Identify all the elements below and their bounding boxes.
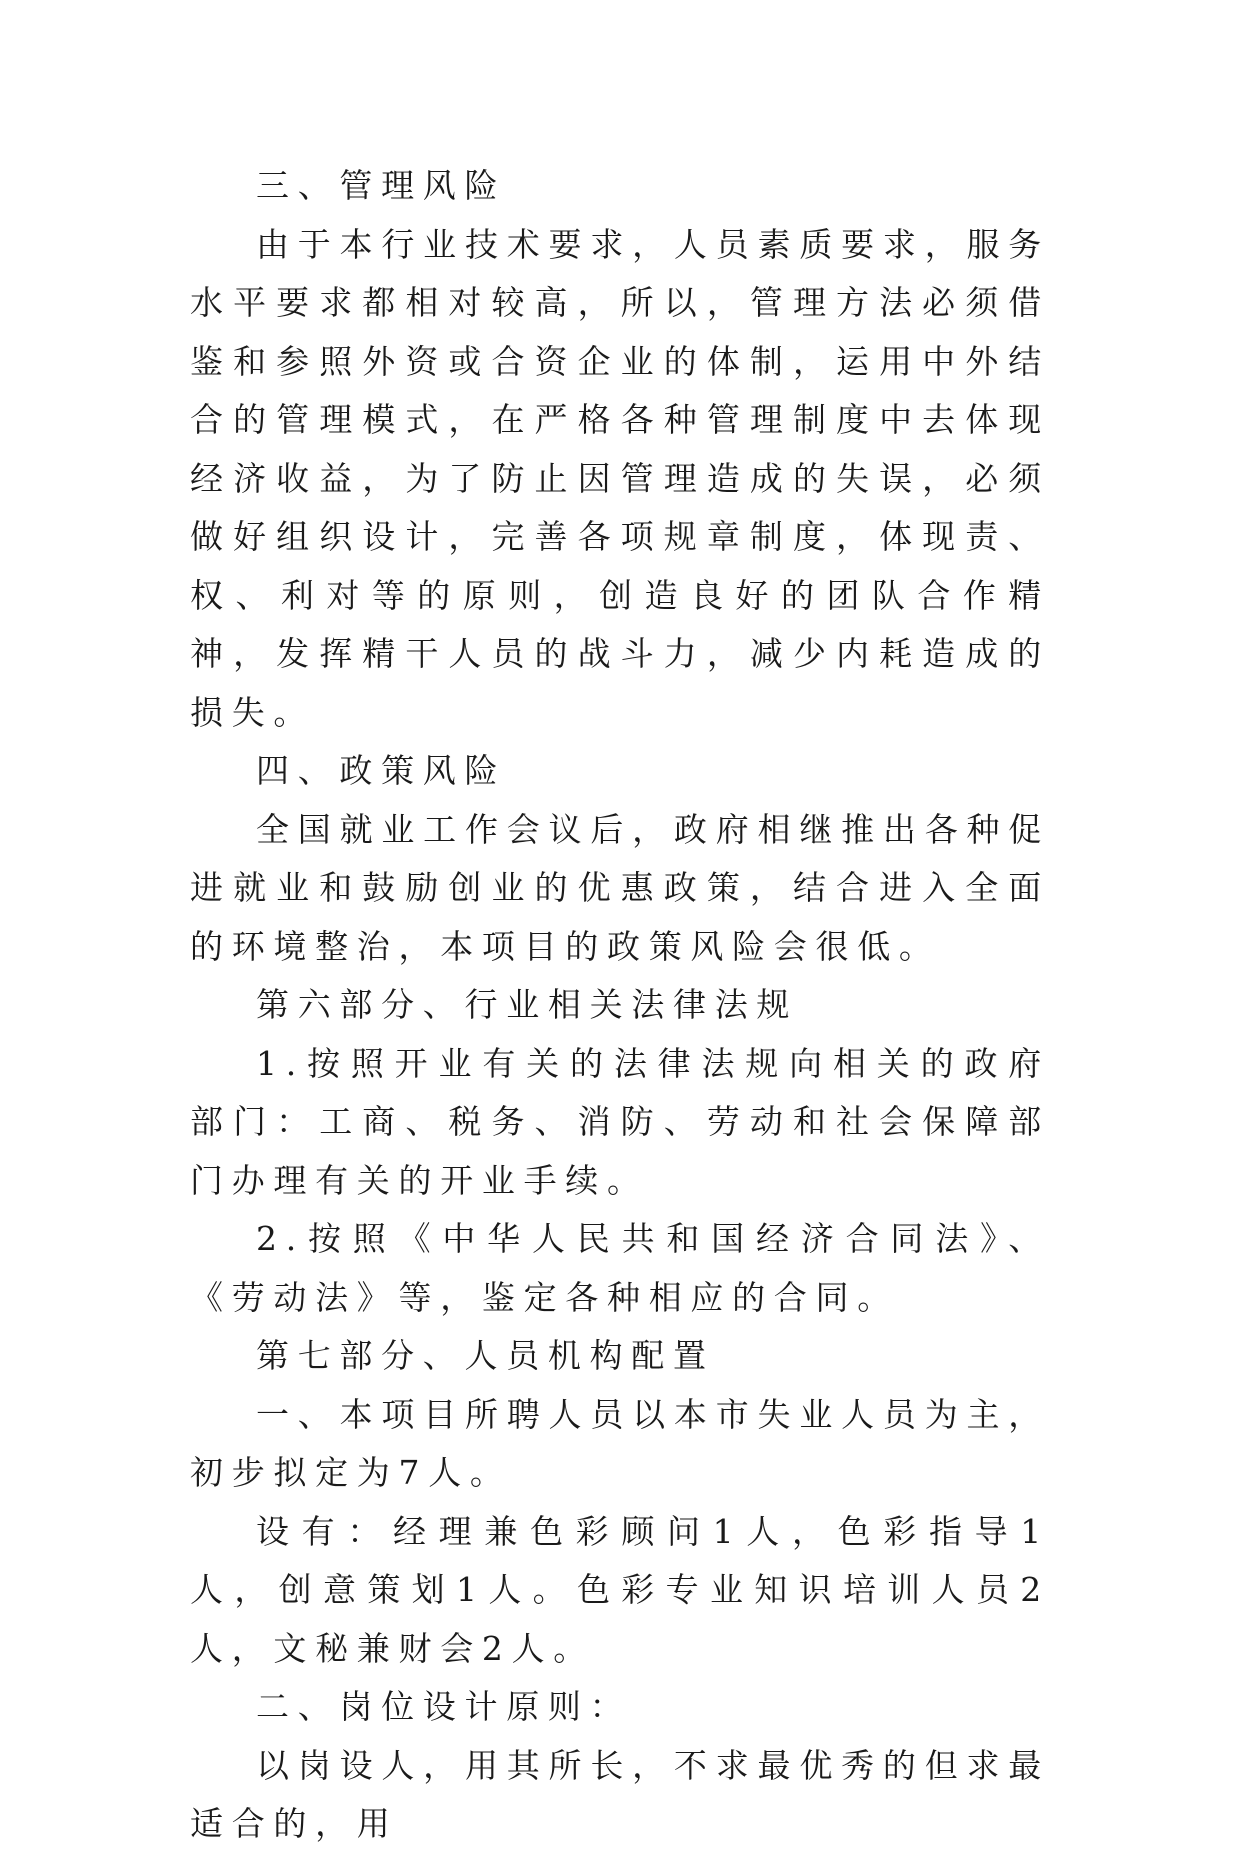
list-item-laws-2: 2.按照《中华人民共和国经济合同法》、《劳动法》等，鉴定各种相应的合同。 — [190, 1219, 1050, 1317]
paragraph-staffing-roles: 设有：经理兼色彩顾问1人，色彩指导1人，创意策划1人。色彩专业知识培训人员2人，文秘兼财会2人。 — [190, 1511, 1050, 1668]
section-heading-policy-risk: 四、政策风险 — [256, 751, 507, 790]
document-body — [190, 157, 1050, 1854]
paragraph-post-design: 以岗设人，用其所长，不求最优秀的但求最适合的，用 — [190, 1745, 1050, 1843]
section-heading-management-risk: 三、管理风险 — [256, 166, 507, 205]
part-heading-laws: 第六部分、行业相关法律法规 — [256, 985, 799, 1024]
paragraph-management-risk: 由于本行业技术要求，人员素质要求，服务水平要求都相对较高，所以，管理方法必须借鉴和参照外资或合资企业的体制，运用中外结合的管理模式，在严格各种管理制度中去体现经济收益，为了防止因管理造成的失误，必须做好组织设计，完善各项规章制度，体现责、权、利对等的原则，创造良好的团队合作精神，发挥精干人员的战斗力，减少内耗造成的损失。 — [190, 224, 1050, 732]
paragraph-staffing-count: 一、本项目所聘人员以本市失业人员为主，初步拟定为7人。 — [190, 1394, 1050, 1492]
section-heading-post-design: 二、岗位设计原则： — [256, 1687, 632, 1726]
paragraph-policy-risk: 全国就业工作会议后，政府相继推出各种促进就业和鼓励创业的优惠政策，结合进入全面的环境整治，本项目的政策风险会很低。 — [190, 809, 1050, 966]
part-heading-staffing: 第七部分、人员机构配置 — [256, 1336, 715, 1375]
list-item-laws-1: 1.按照开业有关的法律法规向相关的政府部门：工商、税务、消防、劳动和社会保障部门办理有关的开业手续。 — [190, 1043, 1050, 1200]
